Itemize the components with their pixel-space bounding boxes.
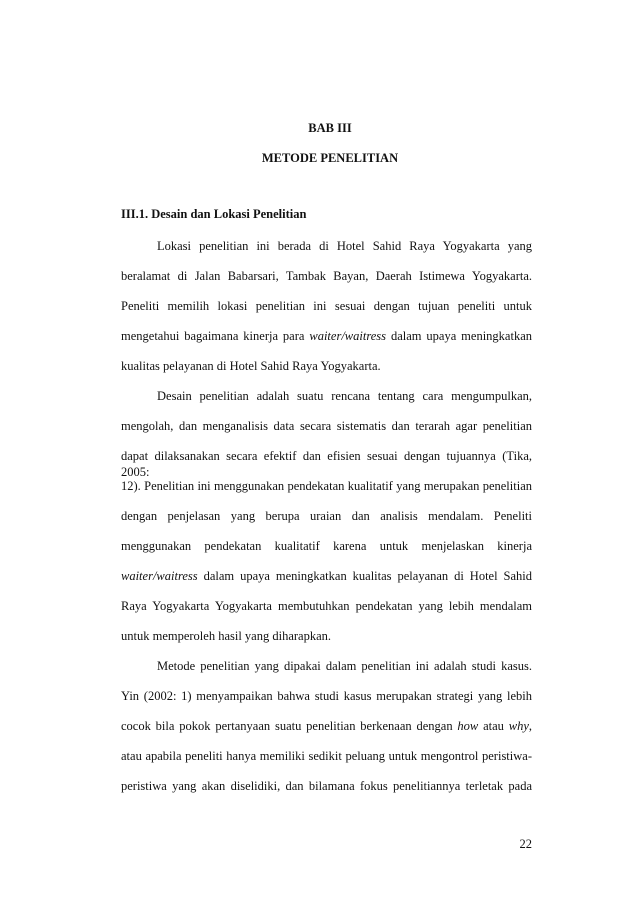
paragraph-line	[121, 688, 532, 704]
text-run: dalam upaya meningkatkan	[386, 329, 532, 343]
text-run: beralamat di Jalan Babarsari, Tambak Bayan, Daerah Istimewa Yogyakarta.	[121, 269, 532, 283]
text-run: 12). Penelitian ini menggunakan pendekatan kualitatif yang merupakan penelitian	[121, 479, 532, 493]
chapter-title: METODE PENELITIAN	[261, 151, 399, 165]
paragraph-line	[121, 238, 532, 254]
section-heading: III.1. Desain dan Lokasi Penelitian	[121, 207, 307, 221]
chapter-number: BAB III	[308, 121, 352, 135]
paragraph-line	[121, 418, 532, 434]
paragraph-line	[121, 298, 532, 314]
text-run: Metode penelitian yang dipakai dalam penelitian ini adalah studi kasus.	[157, 659, 532, 673]
text-run: atau apabila peneliti hanya memiliki sedikit peluang untuk mengontrol peristiwa-	[121, 749, 532, 763]
text-run: dalam upaya meningkatkan kualitas pelayanan di Hotel Sahid	[197, 569, 532, 583]
text-run: Yin (2002: 1) menyampaikan bahwa studi kasus merupakan strategi yang lebih	[121, 689, 532, 703]
paragraph-line	[121, 328, 532, 344]
paragraph-line	[121, 538, 532, 554]
paragraph-line	[121, 388, 532, 404]
paragraph-line	[121, 358, 532, 374]
text-run: peristiwa yang akan diselidiki, dan bilamana fokus penelitiannya terletak pada	[121, 779, 532, 793]
text-run: Peneliti memilih lokasi penelitian ini sesuai dengan tujuan peneliti untuk	[121, 299, 532, 313]
text-run: untuk memperoleh hasil yang diharapkan.	[121, 629, 332, 643]
text-run: Desain penelitian adalah suatu rencana tentang cara mengumpulkan,	[157, 389, 532, 403]
text-run: ,	[528, 719, 532, 733]
text-run: menggunakan pendekatan kualitatif karena untuk menjelaskan kinerja	[121, 539, 532, 553]
italic-term: waiter/waitress	[309, 329, 387, 343]
text-run: atau	[478, 719, 509, 733]
italic-term: why	[508, 719, 529, 733]
paragraph-line	[121, 598, 532, 614]
paragraph-line	[121, 778, 532, 794]
paragraph-line	[121, 448, 532, 480]
paragraph-line	[121, 628, 532, 644]
text-run: Raya Yogyakarta Yogyakarta membutuhkan pendekatan yang lebih mendalam	[121, 599, 532, 613]
italic-term: waiter/waitress	[121, 569, 198, 583]
italic-term: how	[457, 719, 479, 733]
text-run: dengan penjelasan yang berupa uraian dan analisis mendalam. Peneliti	[121, 509, 532, 523]
paragraph-line	[121, 508, 532, 524]
paragraph-line	[121, 568, 532, 584]
paragraph-line	[121, 718, 532, 734]
text-run: kualitas pelayanan di Hotel Sahid Raya Yogyakarta.	[121, 359, 381, 373]
page-number: 22	[519, 837, 532, 851]
paragraph-line	[121, 268, 532, 284]
text-run: Lokasi penelitian ini berada di Hotel Sahid Raya Yogyakarta yang	[157, 239, 532, 253]
text-run: dapat dilaksanakan secara efektif dan efisien sesuai dengan tujuannya (Tika, 2005:	[121, 449, 532, 479]
text-run: mengetahui bagaimana kinerja para	[121, 329, 310, 343]
paragraph-line	[121, 748, 532, 764]
paragraph-line	[121, 478, 532, 494]
paragraph-line	[121, 658, 532, 674]
text-run: cocok bila pokok pertanyaan suatu penelitian berkenaan dengan	[121, 719, 458, 733]
text-run: mengolah, dan menganalisis data secara sistematis dan terarah agar penelitian	[121, 419, 532, 433]
